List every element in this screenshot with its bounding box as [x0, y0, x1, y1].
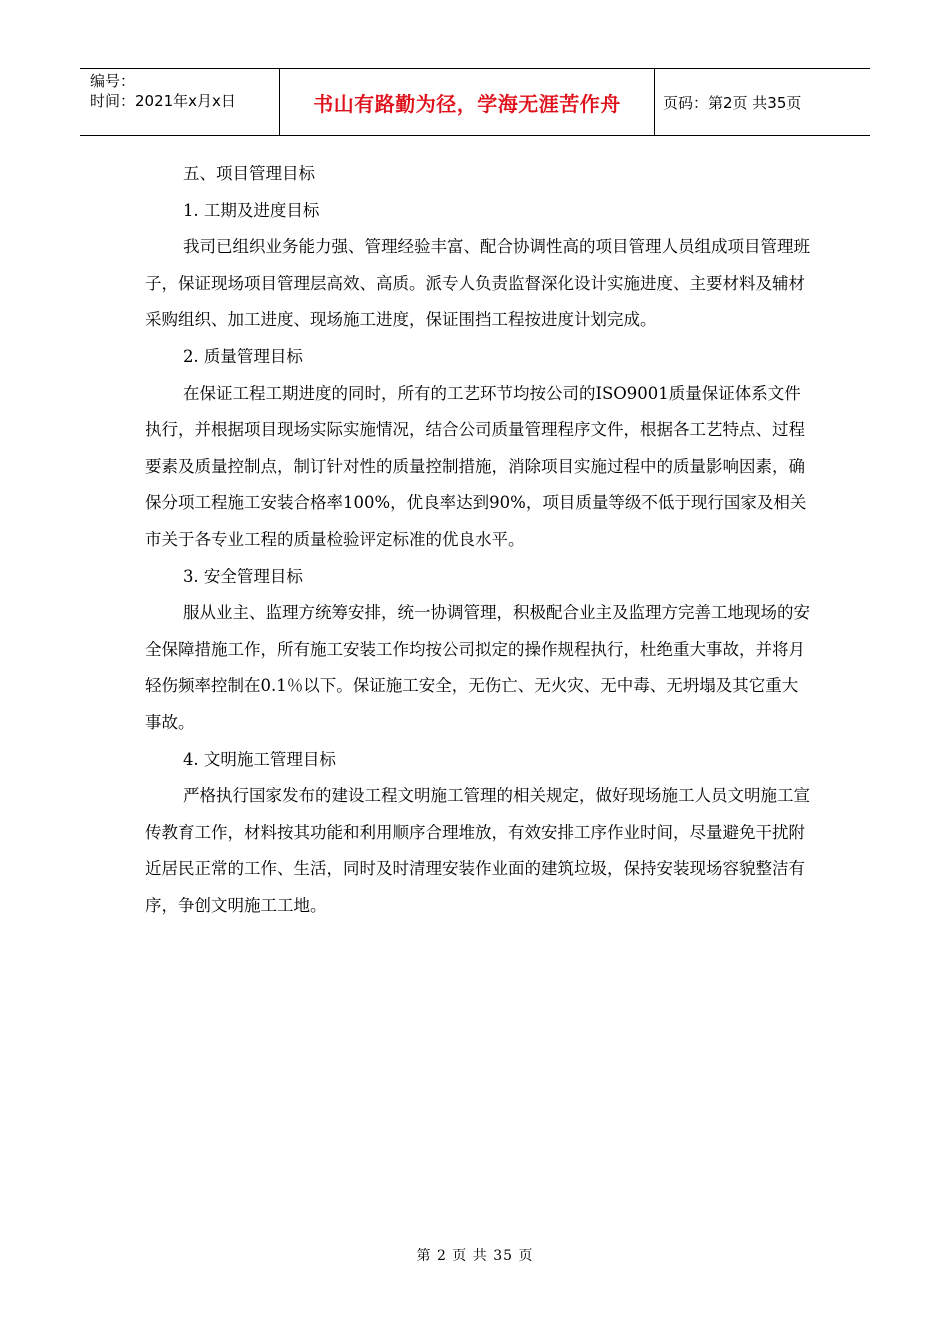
page-header: [80, 68, 870, 136]
header-date: 时间：2021年x月x日: [90, 92, 236, 110]
page-footer: 第 2 页 共 35 页: [416, 1248, 534, 1264]
item-heading: 1. 工期及进度目标: [182, 200, 320, 220]
header-number-label: 编号：: [90, 72, 136, 90]
document-body: [145, 156, 810, 924]
header-page-info: 页码：第2页 共35页: [663, 93, 802, 112]
section-title: 五、项目管理目标: [182, 164, 315, 183]
item-paragraph: 服从业主、监理方统筹安排，统一协调管理，积极配合业主及监理方完善工地现场的安全保障措施工作，所有施工安装工作均按公司拟定的操作规程执行，杜绝重大事故，并将月轻伤频率控制在0.1％以下。保证施工安全，无伤亡、无火灾、无中毒、无坍塌及其它重大事故。: [145, 603, 810, 732]
header-motto: 书山有路勤为径，学海无涯苦作舟: [280, 69, 655, 135]
item-paragraph: 严格执行国家发布的建设工程文明施工管理的相关规定，做好现场施工人员文明施工宣传教育工作，材料按其功能和利用顺序合理堆放，有效安排工序作业时间，尽量避免干扰附近居民正常的工作、生活，同时及时清理安装作业面的建筑垃圾，保持安装现场容貌整洁有序，争创文明施工工地。: [145, 786, 810, 915]
item-paragraph: 在保证工程工期进度的同时，所有的工艺环节均按公司的ISO9001质量保证体系文件执行，并根据项目现场实际实施情况，结合公司质量管理程序文件，根据各工艺特点、过程要素及质量控制点，制订针对性的质量控制措施，消除项目实施过程中的质量影响因素，确保分项工程施工安装合格率100%，优良率达到90%，项目质量等级不低于现行国家及相关市关于各专业工程的质量检验评定标准的优良水平。: [145, 383, 807, 549]
item-heading: 3. 安全管理目标: [182, 566, 303, 586]
item-heading: 2. 质量管理目标: [182, 346, 303, 366]
header-meta: [80, 69, 280, 135]
item-heading: 4. 文明施工管理目标: [182, 749, 336, 769]
item-paragraph: 我司已组织业务能力强、管理经验丰富、配合协调性高的项目管理人员组成项目管理班子，保证现场项目管理层高效、高质。派专人负责监督深化设计实施进度、主要材料及辅材采购组织、加工进度、现场施工进度，保证围挡工程按进度计划完成。: [145, 237, 810, 330]
